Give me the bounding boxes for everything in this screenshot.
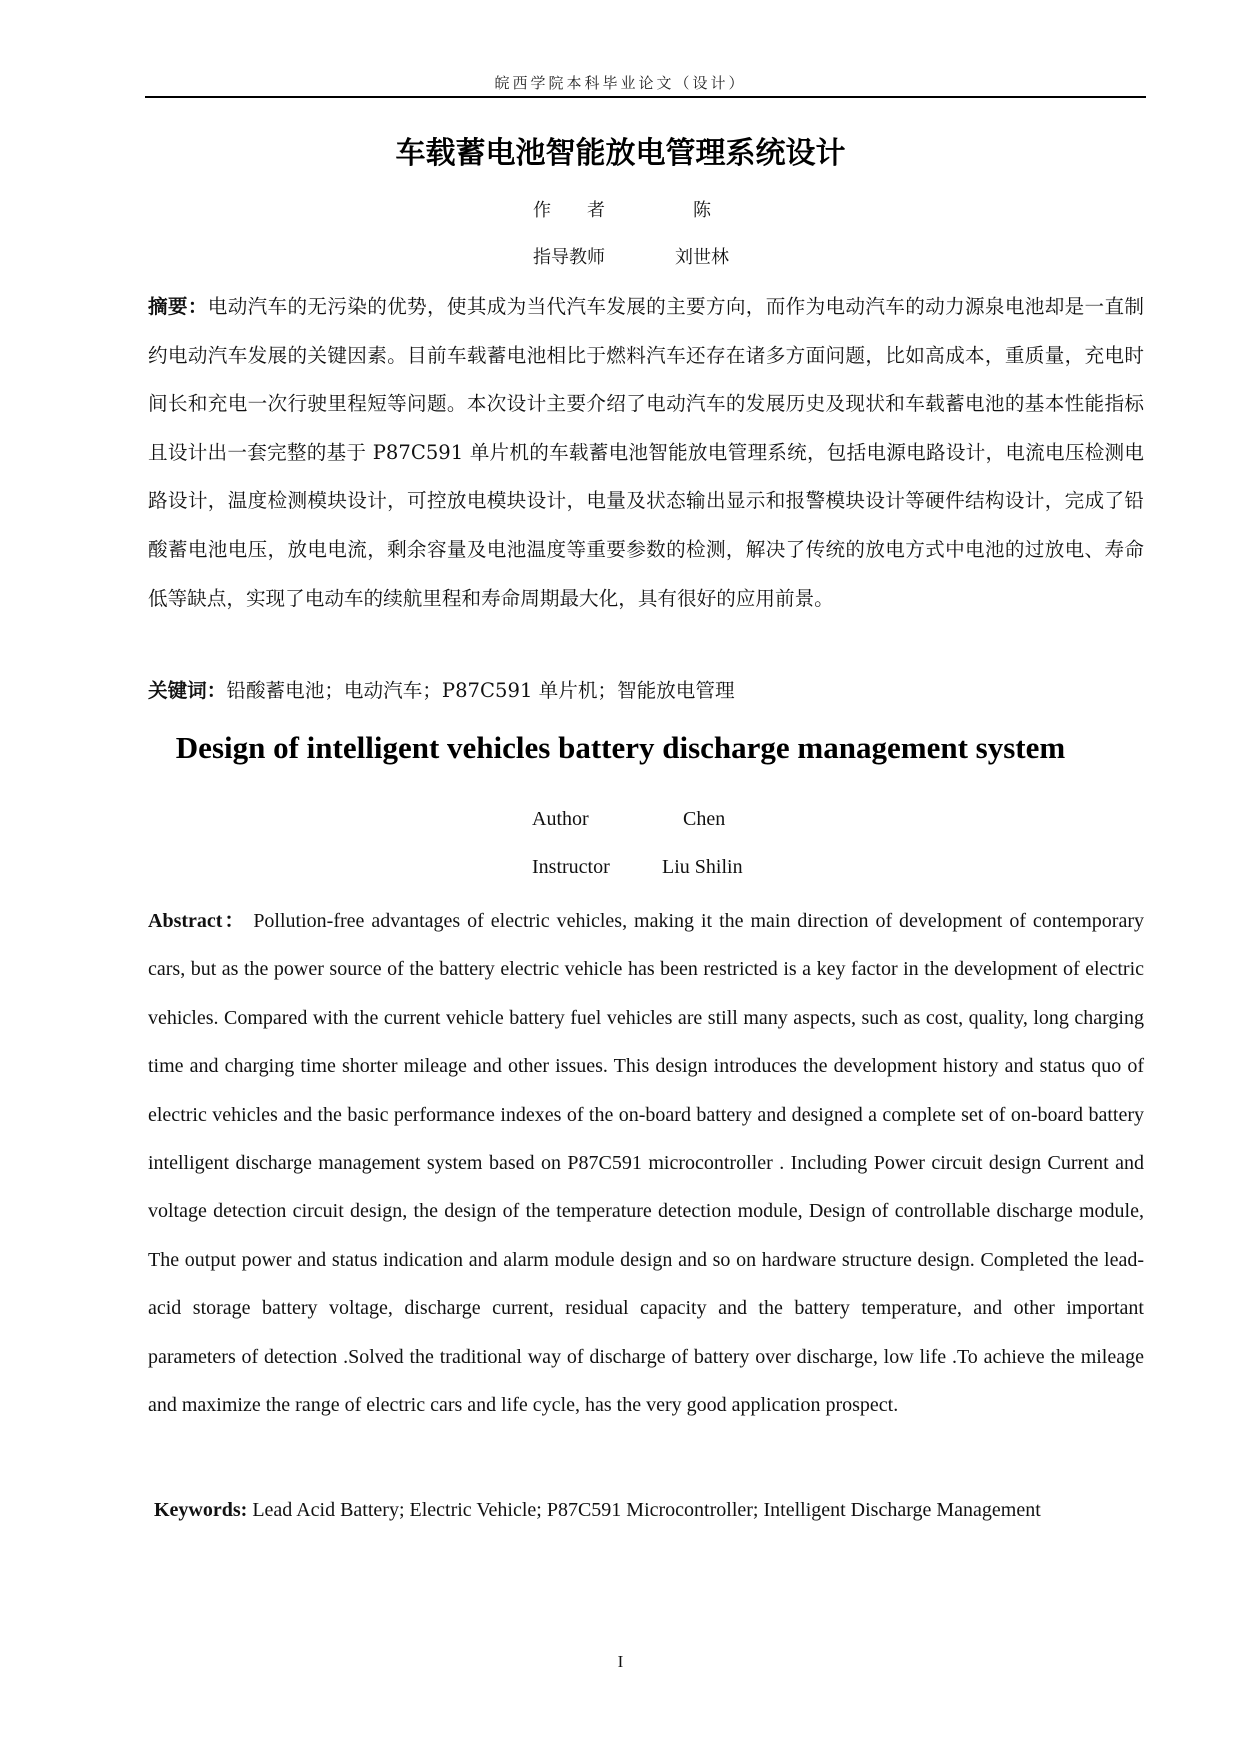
chinese-advisor-name: 刘世林 bbox=[675, 247, 729, 268]
running-header: 皖西学院本科毕业论文（设计） bbox=[494, 74, 747, 92]
english-advisor-name: Liu Shilin bbox=[662, 856, 743, 878]
chinese-keywords-text: 铅酸蓄电池；电动汽车；P87C591 单片机；智能放电管理 bbox=[226, 679, 735, 702]
chinese-title: 车载蓄电池智能放电管理系统设计 bbox=[395, 136, 846, 171]
chinese-abstract-text: 电动汽车的无污染的优势，使其成为当代汽车发展的主要方向，而作为电动汽车的动力源泉电池却是一直制约电动汽车发展的关键因素。目前车载蓄电池相比于燃料汽车还存在诸多方面问题，比如高成本，重质量，充电时间长和充电一次行驶里程短等问题。本次设计主要介绍了电动汽车的发展历史及现状和车载蓄电池的基本性能指标且设计出一套完整的基于 P87C591 单片机的车载蓄电池智能放电管理系统，包括电源电路设计，电流电压检测电路设计，温度检测模块设计，可控放电模块设计，电量及状态输出显示和报警模块设计等硬件结构设计，完成了铅酸蓄电池电压，放电电流，剩余容量及电池温度等重要参数的检测，解决了传统的放电方式中电池的过放电、寿命低等缺点，实现了电动车的续航里程和寿命周期最大化，具有很好的应用前景。 bbox=[148, 295, 1144, 610]
header-rule bbox=[145, 96, 1146, 98]
chinese-author-name: 陈 bbox=[693, 200, 711, 221]
chinese-advisor-label: 指导教师 bbox=[533, 247, 605, 268]
english-keywords-label: Keywords: bbox=[154, 1499, 248, 1521]
page-number: I bbox=[617, 1652, 624, 1671]
chinese-abstract-label: 摘要： bbox=[148, 295, 208, 318]
chinese-abstract bbox=[148, 283, 1144, 623]
english-author-label: Author bbox=[532, 808, 589, 830]
chinese-keywords bbox=[148, 667, 1144, 715]
english-abstract-text: Pollution-free advantages of electric vehicles, making it the main direction of development of contemporary cars, but as the power source of the battery electric vehicle has been restricted is a key factor in the development of electric vehicles. Compared with the current vehicle battery fuel vehicles are still many aspects, such as cost, quality, long charging time and charging time shorter mileage and other issues. This design introduces the development history and status quo of electric vehicles and the basic performance indexes of the on-board battery and designed a complete set of on-board battery intelligent discharge management system based on P87C591 microcontroller . Including Power circuit design Current and voltage detection circuit design, the design of the temperature detection module, Design of controllable discharge module, The output power and status indication and alarm module design and so on hardware structure design. Completed the lead-acid storage battery voltage, discharge current, residual capacity and the battery temperature, and other important parameters of detection .Solved the traditional way of discharge of battery over discharge, low life .To achieve the mileage and maximize the range of electric cars and life cycle, has the very good application prospect. bbox=[148, 910, 1144, 1417]
chinese-author-label: 作 者 bbox=[533, 200, 605, 221]
english-abstract bbox=[148, 897, 1144, 1429]
english-title: Design of intelligent vehicles battery discharge management system bbox=[175, 730, 1066, 765]
english-advisor-label: Instructor bbox=[532, 856, 610, 878]
chinese-keywords-label: 关键词： bbox=[148, 679, 227, 702]
english-author-name: Chen bbox=[683, 808, 726, 830]
english-keywords-text: Lead Acid Battery; Electric Vehicle; P87C591 Microcontroller; Intelligent Discharge Management bbox=[252, 1499, 1041, 1521]
english-abstract-label: Abstract： bbox=[148, 910, 247, 932]
english-keywords bbox=[154, 1499, 1041, 1522]
